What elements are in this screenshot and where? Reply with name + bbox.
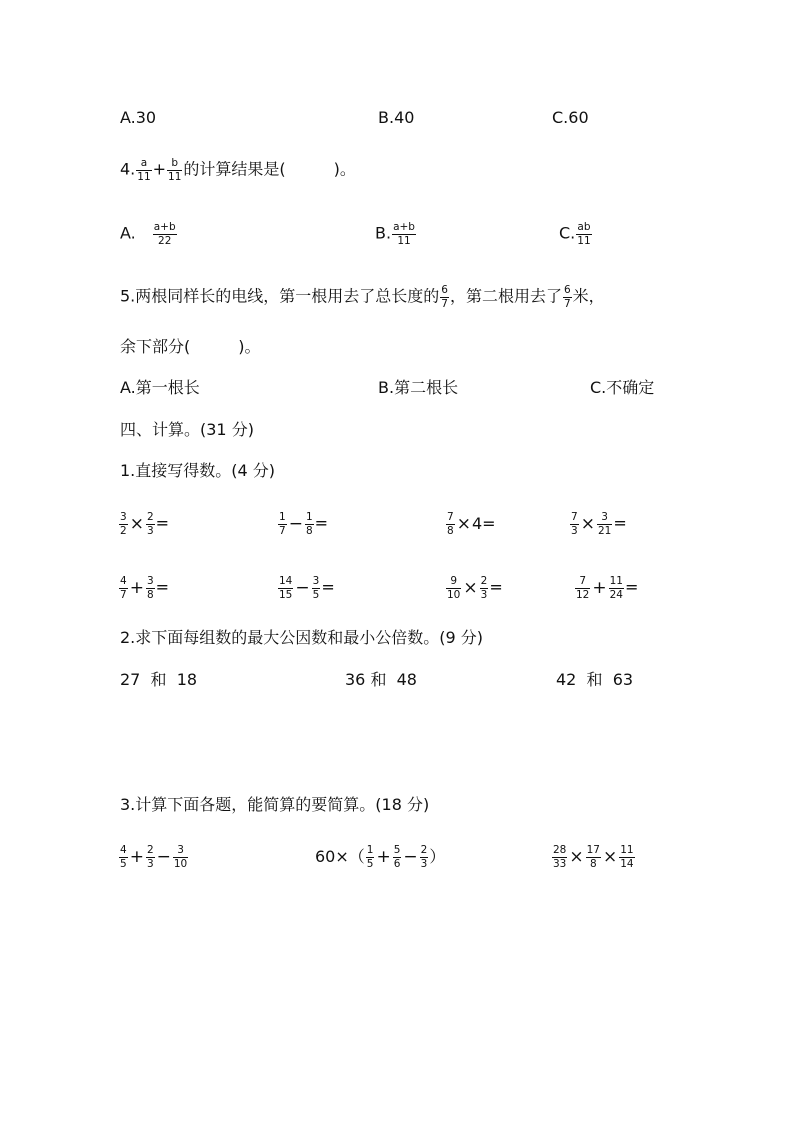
numerator: 3: [597, 512, 612, 525]
denominator: 24: [609, 588, 623, 601]
operator: ×: [463, 578, 478, 598]
denominator: 10: [447, 588, 461, 601]
fraction: [576, 222, 591, 246]
equals-sign: =: [489, 577, 503, 597]
fraction: [480, 576, 489, 600]
fraction: [146, 576, 155, 600]
number-pair: 27 和 18: [120, 670, 198, 689]
numerator: 11: [609, 575, 623, 587]
expression-1: [118, 845, 189, 869]
fraction: [366, 845, 375, 869]
numerator: 2: [420, 844, 428, 856]
q5-text-2: ，第二根用去了: [449, 286, 562, 306]
numerator: 2: [146, 844, 154, 856]
equals-sign: =: [321, 577, 335, 597]
denominator: 11: [397, 234, 411, 247]
denominator: 5: [312, 588, 320, 601]
fraction: [146, 845, 155, 869]
operator: +: [376, 847, 391, 867]
numerator: 7: [575, 576, 590, 589]
option-label: B.: [375, 223, 392, 243]
numerator: 28: [553, 844, 567, 856]
denominator: 15: [279, 588, 293, 601]
operator: −: [288, 514, 303, 534]
numerator: 1: [366, 844, 374, 856]
numerator: 14: [279, 575, 293, 587]
operator: −: [156, 847, 171, 867]
fraction: [119, 512, 128, 536]
q3-option-b: B.40: [378, 108, 415, 127]
denominator: 14: [620, 857, 634, 870]
numerator: a: [136, 158, 151, 171]
expression-suffix: ）: [429, 847, 446, 866]
q3-option-c: C.60: [552, 108, 589, 127]
operator: ×: [580, 514, 595, 534]
number-pair: 42 和 63: [556, 670, 634, 689]
fraction: [446, 512, 455, 536]
q5-text-3: 米，: [572, 286, 605, 306]
q4-text: 的计算结果是(: [183, 159, 286, 179]
q4-number: 4.: [120, 159, 136, 179]
fraction: [597, 512, 612, 536]
numerator: ab: [577, 221, 591, 233]
q5-text-4: 余下部分(: [120, 337, 191, 356]
equals-sign: =: [155, 577, 170, 597]
numerator: 9: [446, 576, 461, 589]
operator: ×: [129, 514, 144, 534]
denominator: 7: [563, 297, 571, 310]
equals-sign: =: [613, 513, 627, 533]
equals-sign: =: [155, 513, 170, 533]
fraction: [563, 285, 572, 309]
operator: +: [129, 847, 144, 867]
numerator: 6: [441, 284, 448, 296]
denominator: 8: [589, 857, 597, 870]
expression-3: [551, 845, 636, 869]
q5-option-a: A.第一根长: [120, 378, 200, 397]
numerator: 3: [312, 575, 320, 587]
operator: −: [295, 578, 310, 598]
q4-close: )。: [333, 159, 356, 179]
q5-text-1: 5.两根同样长的电线，第一根用去了总长度的: [120, 286, 440, 306]
fraction: [609, 576, 624, 600]
numerator: 3: [120, 511, 127, 523]
operator: ×: [456, 514, 471, 534]
denominator: 7: [279, 524, 286, 537]
fraction: [146, 512, 155, 536]
q4-option-a: [120, 222, 178, 246]
numerator: a+b: [153, 221, 176, 233]
part1-title: 1.直接写得数。(4 分): [120, 461, 276, 480]
part3-title: 3.计算下面各题，能简算的要简算。(18 分): [120, 795, 430, 814]
numerator: 3: [173, 845, 188, 858]
q4-option-c: [559, 222, 593, 246]
section-title: 四、计算。(31 分): [120, 420, 254, 439]
fraction: [119, 845, 128, 869]
operator: ×: [569, 847, 584, 867]
q4-option-b: [375, 222, 417, 246]
denominator: 12: [576, 588, 590, 601]
numerator: 7: [447, 511, 454, 523]
equals-sign: =: [482, 514, 496, 533]
numerator: 1: [279, 511, 286, 523]
q5-option-b: B.第二根长: [378, 378, 459, 397]
denominator: 3: [480, 588, 488, 601]
denominator: 6: [393, 857, 401, 870]
numerator: 4: [120, 844, 127, 856]
numerator: a+b: [393, 221, 415, 233]
fraction: [167, 158, 182, 182]
numerator: 17: [586, 844, 600, 856]
equals-sign: =: [625, 577, 639, 597]
expression-prefix: 60×（: [315, 847, 365, 866]
numerator: 11: [620, 844, 634, 856]
fraction: [440, 285, 449, 309]
fraction: [153, 222, 177, 246]
q5-question: [120, 285, 605, 309]
calc-item: [574, 576, 638, 600]
denominator: 8: [146, 588, 154, 601]
calc-item: [118, 512, 169, 536]
denominator: 7: [441, 297, 448, 310]
fraction: [420, 845, 429, 869]
denominator: 11: [577, 234, 591, 247]
fraction: [119, 576, 128, 600]
denominator: 33: [553, 857, 567, 870]
numerator: b: [167, 158, 182, 171]
fraction: [392, 222, 416, 246]
fraction: [570, 512, 579, 536]
plus-sign: +: [152, 159, 167, 179]
numerator: 5: [393, 844, 401, 856]
q4-question: [120, 158, 356, 182]
denominator: 10: [173, 857, 188, 870]
q5-question-line2: [120, 337, 261, 357]
calc-item: [277, 576, 335, 600]
denominator: 8: [447, 524, 454, 537]
numerator: 4: [120, 575, 127, 587]
denominator: 11: [137, 170, 151, 183]
q3-option-a: A.30: [120, 108, 157, 127]
denominator: 5: [120, 857, 127, 870]
numerator: 6: [563, 284, 571, 296]
part2-title: 2.求下面每组数的最大公因数和最小公倍数。(9 分): [120, 628, 484, 647]
fraction: [305, 512, 314, 536]
numerator: 7: [571, 511, 578, 523]
fraction: [173, 845, 188, 869]
denominator: 21: [597, 524, 612, 537]
numerator: 1: [305, 511, 313, 523]
denominator: 11: [168, 170, 182, 183]
fraction: [619, 845, 634, 869]
denominator: 3: [146, 524, 154, 537]
calc-item: [445, 512, 496, 536]
expression-2: [315, 845, 445, 869]
denominator: 2: [120, 524, 127, 537]
fraction: [575, 576, 590, 600]
equals-sign: =: [314, 513, 329, 533]
denominator: 3: [571, 524, 578, 537]
fraction: [586, 845, 601, 869]
fraction: [312, 576, 321, 600]
operator: +: [129, 578, 144, 598]
whole-number: 4: [471, 514, 483, 533]
denominator: 3: [146, 857, 154, 870]
operator: +: [592, 578, 607, 598]
denominator: 5: [366, 857, 374, 870]
calc-item: [277, 512, 328, 536]
fraction: [393, 845, 402, 869]
fraction: [278, 576, 293, 600]
fraction: [552, 845, 567, 869]
operator: ×: [603, 847, 618, 867]
denominator: 22: [158, 234, 172, 247]
numerator: 3: [146, 575, 154, 587]
q5-text-5: )。: [238, 337, 261, 356]
calc-item: [569, 512, 627, 536]
number-pair: 36 和 48: [345, 670, 417, 689]
denominator: 7: [120, 588, 127, 601]
option-label: A.: [120, 223, 136, 243]
option-label: C.: [559, 223, 576, 243]
numerator: 2: [146, 511, 154, 523]
denominator: 3: [420, 857, 428, 870]
operator: −: [403, 847, 418, 867]
denominator: 8: [305, 524, 313, 537]
fraction: [278, 512, 287, 536]
fraction: [136, 158, 151, 182]
q5-option-c: C.不确定: [590, 378, 655, 397]
calc-item: [445, 576, 503, 600]
fraction: [446, 576, 461, 600]
numerator: 2: [480, 575, 488, 587]
calc-item: [118, 576, 169, 600]
